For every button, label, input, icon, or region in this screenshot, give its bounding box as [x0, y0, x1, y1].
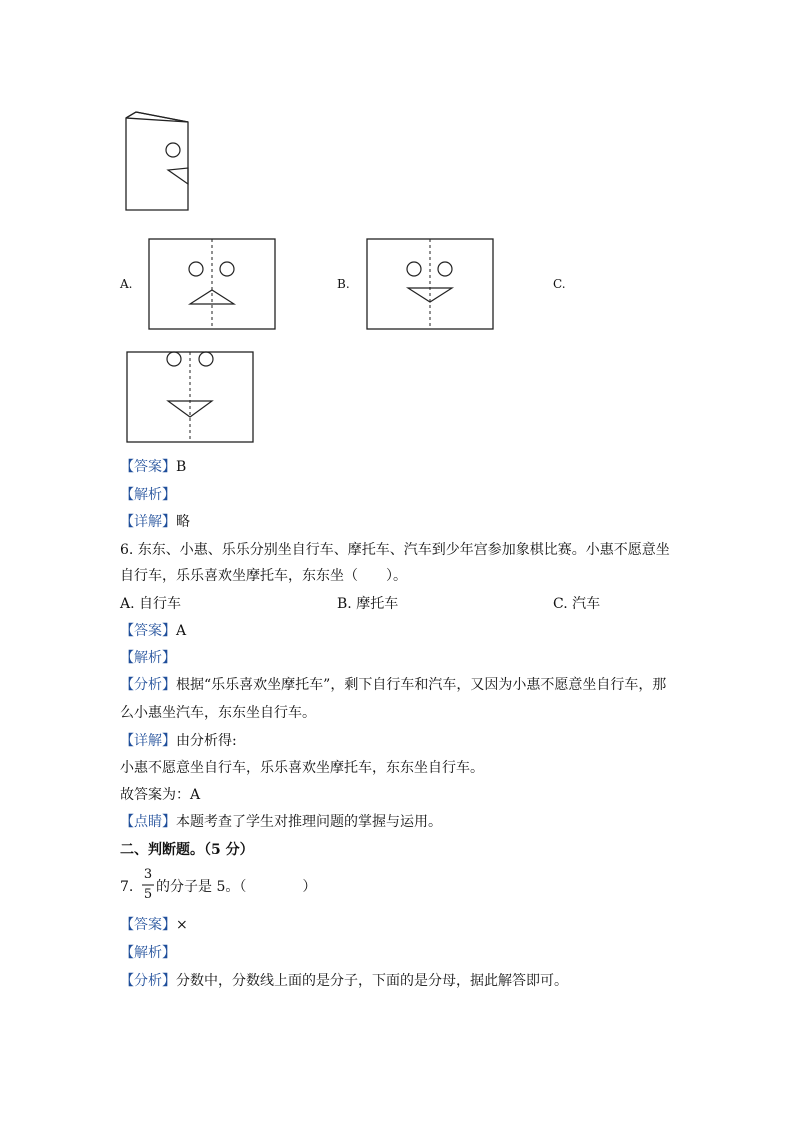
q6-stem-line1: 6. 东东、小惠、乐乐分别坐自行车、摩托车、汽车到少年宫参加象棋比赛。小惠不愿意坐: [120, 542, 670, 558]
analysis-tag: 【解析】: [120, 487, 176, 503]
option-b-figure: [366, 238, 494, 330]
fenxi-text: 根据“乐乐喜欢坐摩托车”，剩下自行车和汽车，又因为小惠不愿意坐自行车，那: [176, 677, 667, 693]
q6-fenxi-line2: 么小惠坐汽车，东东坐自行车。: [120, 705, 316, 721]
detail-tag: 【详解】: [120, 514, 176, 530]
answer-value: ×: [176, 917, 188, 933]
q6-option-c: C. 汽车: [553, 596, 601, 612]
answer-value: A: [176, 623, 187, 639]
section-title: 二、判断题。（5 分）: [120, 842, 254, 858]
dianjing-text: 本题考查了学生对推理问题的掌握与运用。: [176, 814, 442, 830]
option-a-figure: [148, 238, 276, 330]
option-c-figure: [126, 351, 254, 443]
detail-text: 由分析得:: [176, 733, 237, 749]
analysis-tag: 【解析】: [120, 945, 176, 961]
q5-analysis-line: [120, 485, 176, 505]
q6-final-answer: 故答案为：A: [120, 787, 201, 803]
q7-fraction-denominator: 5: [143, 887, 153, 902]
q7-answer-line: [120, 915, 188, 935]
q6-stem-line2: 自行车，乐乐喜欢坐摩托车，东东坐（ ）。: [120, 568, 407, 584]
answer-tag: 【答案】: [120, 459, 176, 475]
analysis-tag: 【解析】: [120, 650, 176, 666]
option-c-label: C.: [553, 277, 566, 291]
answer-tag: 【答案】: [120, 623, 176, 639]
q6-detail-line2: 小惠不愿意坐自行车，乐乐喜欢坐摩托车，东东坐自行车。: [120, 760, 484, 776]
option-b-label: B.: [337, 277, 350, 291]
q7-fenxi-line: [120, 971, 568, 991]
dianjing-tag: 【点睛】: [120, 814, 176, 830]
answer-value: B: [176, 459, 187, 475]
fenxi-tag: 【分析】: [120, 973, 176, 989]
q5-answer-line: [120, 457, 186, 477]
q7-fraction-bar: [141, 884, 155, 886]
q6-fenxi-line1: [120, 675, 666, 695]
detail-text: 略: [176, 514, 190, 530]
q6-detail-line: [120, 731, 237, 751]
q7-analysis-line: [120, 943, 176, 963]
answer-tag: 【答案】: [120, 917, 176, 933]
q7-stem-rest: 的分子是 5。（ ）: [156, 879, 317, 895]
q7-number: 7.: [120, 879, 134, 895]
q6-option-a: A. 自行车: [120, 596, 182, 612]
q5-detail-line: [120, 512, 190, 532]
fenxi-text: 分数中，分数线上面的是分子，下面的是分母，据此解答即可。: [176, 973, 568, 989]
q7-fraction-numerator: 3: [143, 867, 153, 882]
option-a-label: A.: [120, 277, 133, 291]
q6-answer-line: [120, 621, 186, 641]
folded-paper-figure: [122, 108, 192, 213]
q6-dianjing-line: [120, 812, 442, 832]
detail-tag: 【详解】: [120, 733, 176, 749]
q6-option-b: B. 摩托车: [337, 596, 399, 612]
fenxi-tag: 【分析】: [120, 677, 176, 693]
q6-analysis-line: [120, 648, 176, 668]
